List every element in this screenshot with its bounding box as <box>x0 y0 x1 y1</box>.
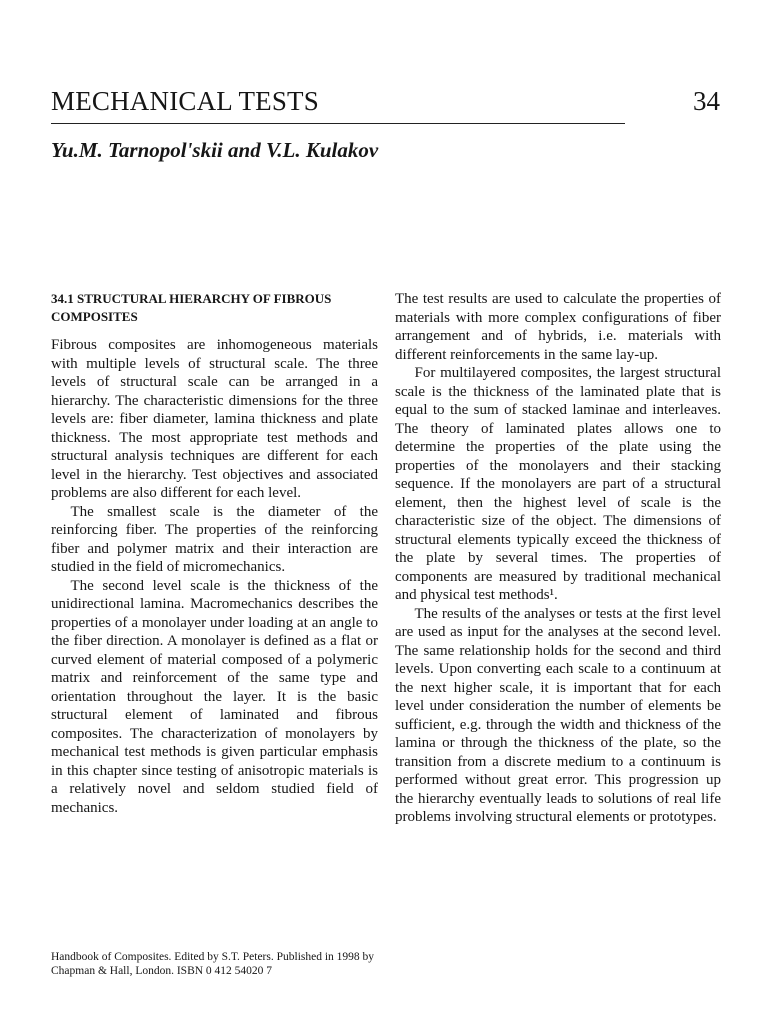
paragraph: The second level scale is the thickness of the unidirectional lamina. Macromechanics describes the properties of a monolayer under loading at an angle to the fiber direction. A monolayer is defined as a flat or curved element of material composed of a polymeric matrix and reinforcement of the same type and orientation throughout the layer. It is the basic structural element of laminated and fibrous composites. The characterization of monolayers by mechanical test methods is given particular emphasis in this chapter since testing of anisotropic materials is a relatively novel and seldom studied field of mechanics. <box>51 577 378 816</box>
chapter-title: MECHANICAL TESTS <box>51 86 319 116</box>
chapter-authors: Yu.M. Tarnopol'skii and V.L. Kulakov <box>51 138 379 162</box>
publication-footnote: Handbook of Composites. Edited by S.T. Peters. Published in 1998 by Chapman & Hall, London. ISBN 0 412 54020 7 <box>51 951 375 977</box>
left-column <box>51 290 378 817</box>
paragraph: The test results are used to calculate the properties of materials with more complex configurations of fiber arrangement and of hybrids, i.e. materials with different reinforcements in the same lay-up. <box>395 291 721 363</box>
title-divider <box>51 123 625 124</box>
section-heading: 34.1 STRUCTURAL HIERARCHY OF FIBROUS COMPOSITES <box>51 291 332 324</box>
paragraph: For multilayered composites, the largest structural scale is the thickness of the laminated plate that is equal to the sum of stacked laminae and interleaves. The theory of laminated plates allows one to determine the properties of the plate using the properties of the monolayers and their stacking sequence. If the monolayers are part of a structural element, then the highest level of scale is the characteristic size of the object. The dimensions of structural elements typically exceed the thickness of the plate by several times. The properties of components are measured by traditional mechanical and physical test methods¹. <box>395 365 721 603</box>
right-column <box>395 290 721 827</box>
paragraph: The results of the analyses or tests at the first level are used as input for the analyses at the second level. The same relationship holds for the second and third levels. Upon converting each scale to a continuum at the next higher scale, it is important that for each level under consideration the number of elements be sufficient, e.g. through the width and thickness of the lamina or through the thickness of the plate, so the transition from a discrete medium to a continuum is performed without great error. This progression up the hierarchy eventually leads to solutions of real life problems involving structural elements or prototypes. <box>395 605 721 825</box>
chapter-number: 34 <box>693 86 720 116</box>
paragraph: The smallest scale is the diameter of the reinforcing fiber. The properties of the reinforcing fiber and polymer matrix and their interaction are studied in the field of micromechanics. <box>51 503 378 575</box>
paragraph: Fibrous composites are inhomogeneous materials with multiple levels of structural scale. The three levels of structural scale can be arranged in a hierarchy. The characteristic dimensions for the three levels are: fiber diameter, lamina thickness and plate thickness. The most appropriate test methods and structural analysis techniques are different for each level in the hierarchy. Test objectives and associated problems are also different for each level. <box>51 337 378 501</box>
